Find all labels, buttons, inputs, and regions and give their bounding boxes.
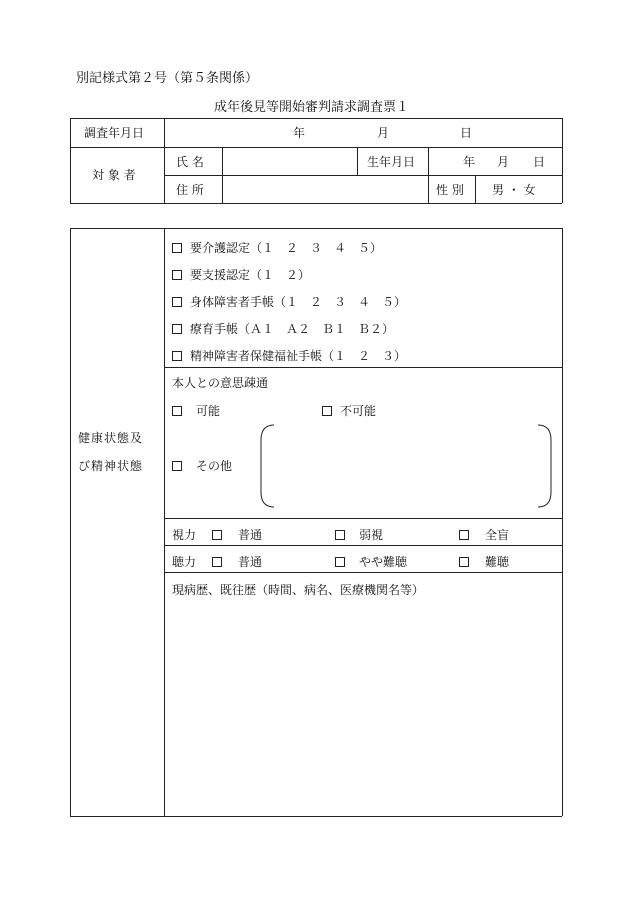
sex-label: 性 別 — [436, 183, 464, 197]
cert-care-level[interactable]: 要介護認定（１ ２ ３ ４ ５） — [172, 241, 382, 255]
cert-mental-health[interactable]: 精神障害者保健福祉手帳（１ ２ ３） — [172, 349, 406, 363]
address-field[interactable] — [224, 177, 426, 201]
checkbox[interactable] — [335, 530, 345, 540]
cert-support-level[interactable]: 要支援認定（１ ２） — [172, 268, 310, 282]
comm-other-text-field[interactable] — [260, 424, 552, 508]
name-label: 氏 名 — [176, 155, 204, 169]
vision-normal-option[interactable]: 普通 — [212, 528, 262, 542]
health-section-label-line2: び精神状態 — [78, 459, 144, 473]
birthdate-label: 生年月日 — [367, 155, 416, 169]
comm-possible-option[interactable]: 可能 — [172, 404, 220, 418]
name-field[interactable] — [224, 149, 355, 173]
checkbox[interactable] — [322, 406, 332, 416]
checkbox[interactable] — [172, 324, 182, 334]
checkbox[interactable] — [172, 406, 182, 416]
cert-physical-disability[interactable]: 身体障害者手帳（１ ２ ３ ４ ５） — [172, 295, 406, 309]
survey-month-label: 月 — [377, 126, 390, 140]
vision-label: 視力 — [172, 528, 197, 542]
history-text-field[interactable] — [166, 602, 560, 814]
health-section-label-line1: 健康状態及 — [78, 431, 144, 445]
history-label: 現病歴、既往歴（時間、病名、医療機関名等） — [172, 583, 425, 597]
hearing-label: 聴力 — [172, 555, 197, 569]
subject-label: 対 象 者 — [92, 168, 136, 182]
checkbox[interactable] — [212, 557, 222, 567]
checkbox[interactable] — [172, 270, 182, 280]
survey-date-label: 調査年月日 — [84, 126, 145, 140]
vision-low-option[interactable]: 弱視 — [335, 528, 383, 542]
cert-rehabilitation[interactable]: 療育手帳（Ａ１ Ａ２ Ｂ１ Ｂ２） — [172, 322, 394, 336]
checkbox[interactable] — [459, 557, 469, 567]
survey-day-label: 日 — [460, 126, 473, 140]
communication-title: 本人との意思疎通 — [172, 376, 269, 390]
vision-blind-option[interactable]: 全盲 — [459, 528, 509, 542]
comm-other-option[interactable]: その他 — [172, 459, 232, 473]
comm-impossible-option[interactable]: 不可能 — [322, 404, 376, 418]
birth-month-label: 月 — [497, 155, 510, 169]
survey-year-label: 年 — [293, 126, 306, 140]
checkbox[interactable] — [172, 351, 182, 361]
birth-year-label: 年 — [463, 155, 476, 169]
checkbox[interactable] — [212, 530, 222, 540]
bracket-outline — [260, 424, 552, 508]
checkbox[interactable] — [172, 243, 182, 253]
form-id-label: 別記様式第２号（第５条関係） — [76, 71, 259, 86]
address-label: 住 所 — [176, 183, 204, 197]
checkbox[interactable] — [459, 530, 469, 540]
checkbox[interactable] — [172, 461, 182, 471]
form-title: 成年後見等開始審判請求調査票１ — [214, 100, 410, 115]
hearing-deaf-option[interactable]: 難聴 — [459, 555, 509, 569]
sex-options[interactable]: 男 ・ 女 — [492, 183, 536, 197]
birth-day-label: 日 — [533, 155, 546, 169]
hearing-slight-option[interactable]: やや難聴 — [335, 555, 407, 569]
hearing-normal-option[interactable]: 普通 — [212, 555, 262, 569]
checkbox[interactable] — [172, 297, 182, 307]
checkbox[interactable] — [335, 557, 345, 567]
